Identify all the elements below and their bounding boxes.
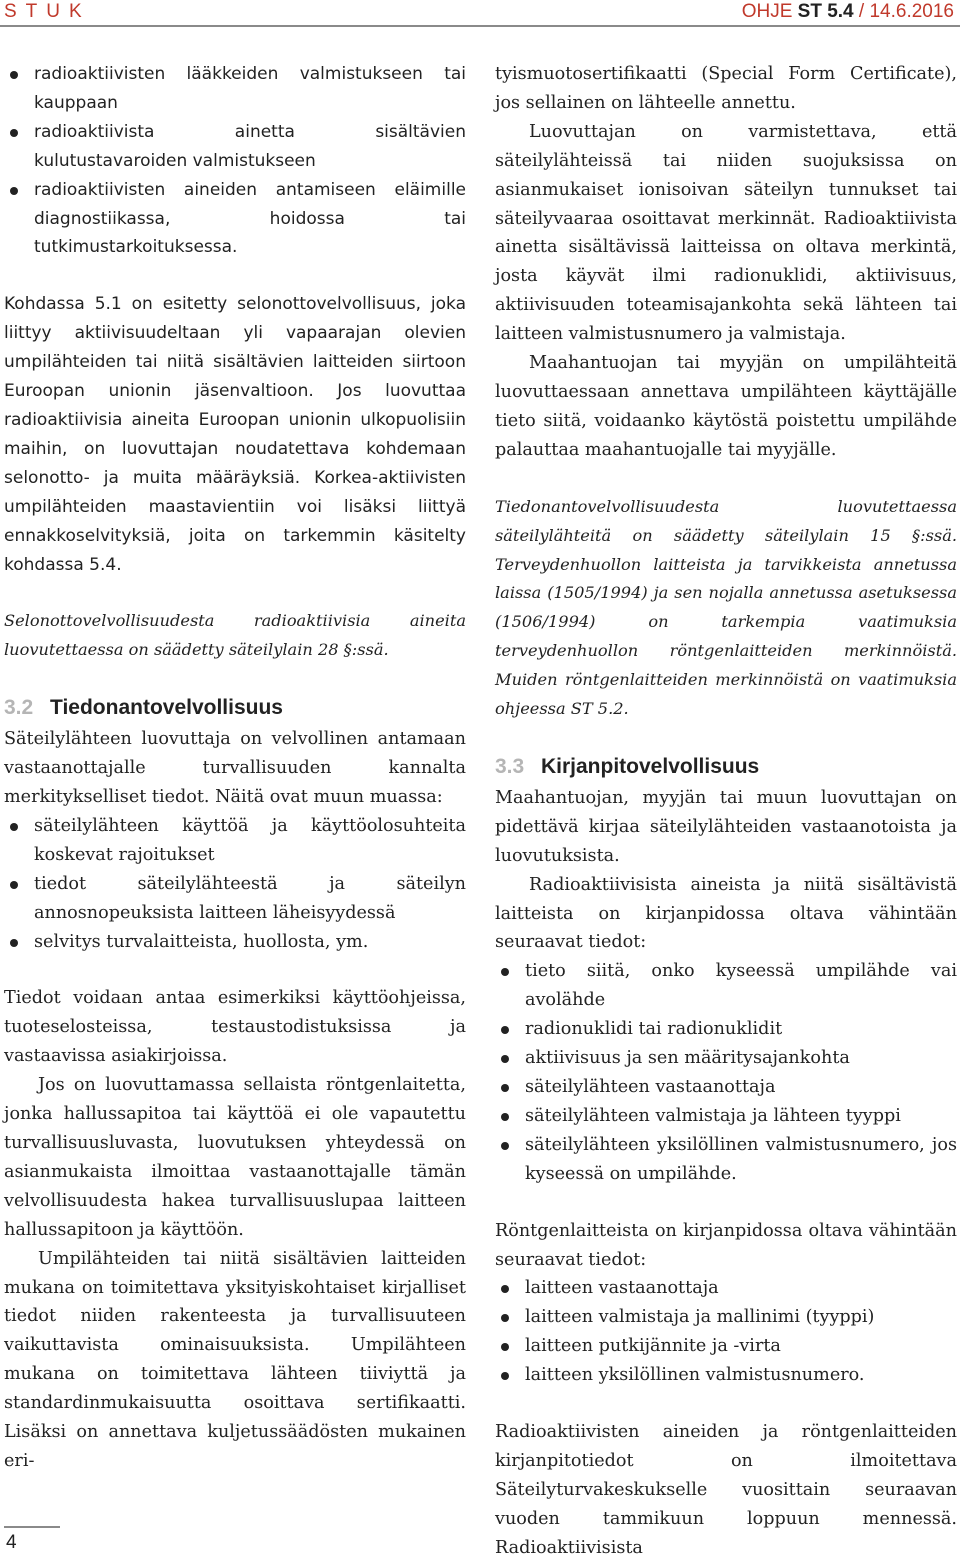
list-item: aktiivisuus ja sen määritysajankohta [495, 1044, 957, 1073]
doc-date: / 14.6.2016 [853, 1, 954, 22]
list-item: laitteen putkijännite ja -virta [495, 1332, 957, 1361]
paragraph: Umpilähteiden tai niitä sisältävien laitteiden mukana on toimitettava yksityiskohtaiset kirjalliset tiedot niiden rakenteesta ja turvallisuuteen vaikuttavista ominaisuuksista. Umpilähteen mukana on toimitettava lähteen tiiviyttä ja standardinmukaisuutta osoittava sertifikaatti. Lisäksi on annettava kuljetussäädösten mukainen eri- [4, 1248, 466, 1471]
section-bullet-list [4, 812, 466, 957]
section-title: Tiedonantovelvollisuus [50, 696, 283, 720]
section-heading-3-3 [495, 752, 957, 782]
list-item: radioaktiivisten aineiden antamiseen eläimille diagnostiikassa, hoidossa tai tutkimustarkoituksessa. [4, 176, 466, 263]
list-item: selvitys turvalaitteista, huollosta, ym. [4, 928, 466, 957]
paragraph: Radioaktiivisista aineista ja niitä sisältävistä laitteista on kirjanpidossa oltava vähintään seuraavat tiedot: [495, 874, 957, 953]
bullet-list-radioactive [495, 957, 957, 1188]
list-item: säteilylähteen valmistaja ja lähteen tyyppi [495, 1102, 957, 1131]
paragraph: Luovuttajan on varmistettava, että säteilylähteissä tai niiden suojuksissa on asianmukaiset ionisoivan säteilyn tunnukset tai säteilyvaaraa osoittavat merkinnät. Radioaktiivista ainetta sisältävissä laitteissa on oltava merkintä, josta käyvät ilmi radionuklidi, aktiivisuus, aktiivisuuden toteamisajankohta sekä lähteen tai laitteen valmistusnumero ja valmistaja. [495, 121, 957, 345]
paragraph: Maahantuojan tai myyjän on umpilähteitä luovuttaessaan annettava umpilähteen käyttäjälle tieto siitä, voidaanko käytöstä poistettu umpilähde palauttaa maahantuojalle tai myyjälle. [495, 353, 957, 460]
list-item: radioaktiivisten lääkkeiden valmistukseen tai kauppaan [4, 60, 466, 118]
page-number: 4 [6, 1532, 17, 1553]
list-item: tiedot säteilylähteestä ja säteilyn annosnopeuksista laitteen läheisyydessä [4, 870, 466, 928]
legal-reference-note: Selonottovelvollisuudesta radioaktiivisia aineita luovutettaessa on säädetty säteilylain 28 §:ssä. [4, 611, 466, 660]
footer-rule [4, 1526, 60, 1528]
top-bullet-list [4, 60, 466, 262]
section-heading-3-2 [4, 693, 466, 723]
lead-paragraph: Kohdassa 5.1 on esitetty selonottovelvollisuus, joka liittyy aktiivisuudeltaan yli vapaarajan olevien umpilähteiden tai niitä sisältävien laitteiden siirtoon Euroopan unionin jäsenvaltioon. Jos luovuttaa radioaktiivisia aineita Euroopan unionin ulkopuolisiin maihin, on luovuttajan noudatettava kohdemaan selonotto- ja muita määräyksiä. Korkea-aktiivisten umpilähteiden maastavientiin voi lisäksi liittyä ennakkoselvityksiä, joita on tarkemmin käsitelty kohdassa 5.4. [4, 294, 466, 575]
paragraph: tyismuotosertifikaatti (Special Form Certificate), jos sellainen on lähteelle annettu. [495, 64, 957, 113]
paragraph: Tiedot voidaan antaa esimerkiksi käyttöohjeissa, tuoteselosteissa, testaustodistuksissa ja vastaavissa asiakirjoissa. [4, 988, 466, 1067]
bullet-list-xray [495, 1274, 957, 1390]
doc-prefix: OHJE [741, 1, 798, 22]
list-item: laitteen yksilöllinen valmistusnumero. [495, 1361, 957, 1390]
right-column [495, 60, 957, 1563]
paragraph: Radioaktiivisten aineiden ja röntgenlaitteiden kirjanpitotiedot on ilmoitettava Säteilyturvakeskukselle vuosittain seuraavan vuoden tammikuun loppuun mennessä. Radioaktiivisista [495, 1422, 957, 1558]
paragraph: Röntgenlaitteista on kirjanpidossa oltava vähintään seuraavat tiedot: [495, 1220, 957, 1270]
list-item: radionuklidi tai radionuklidit [495, 1015, 957, 1044]
list-item: säteilylähteen yksilöllinen valmistusnumero, jos kyseessä on umpilähde. [495, 1131, 957, 1189]
section-number: 3.3 [495, 754, 525, 778]
section-intro: Maahantuojan, myyjän tai muun luovuttajan on pidettävä kirjaa säteilylähteiden vastaanotoista ja luovutuksista. [495, 787, 957, 866]
list-item: laitteen valmistaja ja mallinimi (tyyppi) [495, 1303, 957, 1332]
document-id [742, 1, 954, 23]
list-item: laitteen vastaanottaja [495, 1274, 957, 1303]
left-column [4, 60, 466, 1476]
legal-reference-note: Tiedonantovelvollisuudesta luovutettaessa säteilylähteitä on säädetty säteilylain 15 §:ssä. Terveydenhuollon laitteista ja tarvikkeista annetussa laissa (1505/1994) ja sen nojalla annetussa asetuksessa (1506/1994) on tarkempia vaatimuksia terveydenhuollon röntgenlaitteiden merkinnöistä. Muiden röntgenlaitteiden merkinnöistä on vaatimuksia ohjeessa ST 5.2. [495, 496, 957, 719]
list-item: säteilylähteen käyttöä ja käyttöolosuhteita koskevat rajoitukset [4, 812, 466, 870]
brand-logo-text: STUK [4, 1, 91, 22]
list-item: radioaktiivista ainetta sisältävien kulutustavaroiden valmistukseen [4, 118, 466, 176]
header-rule [0, 25, 960, 27]
list-item: tieto siitä, onko kyseessä umpilähde vai avolähde [495, 957, 957, 1015]
section-title: Kirjanpitovelvollisuus [541, 754, 760, 778]
section-intro: Säteilylähteen luovuttaja on velvollinen antamaan vastaanottajalle turvallisuuden kannalta merkitykselliset tiedot. Näitä ovat muun muassa: [4, 729, 466, 808]
paragraph: Jos on luovuttamassa sellaista röntgenlaitetta, jonka hallussapitoa tai käyttöä ei ole vapautettu turvallisuusluvasta, luovutuksen yhteydessä on asianmukaista ilmoittaa vastaanottajalle tämän velvollisuudesta hakea turvallisuuslupaa laitteen hallussapitoon ja käyttöön. [4, 1075, 466, 1240]
doc-code: ST 5.4 [797, 1, 854, 22]
list-item: säteilylähteen vastaanottaja [495, 1073, 957, 1102]
section-number: 3.2 [4, 696, 34, 720]
